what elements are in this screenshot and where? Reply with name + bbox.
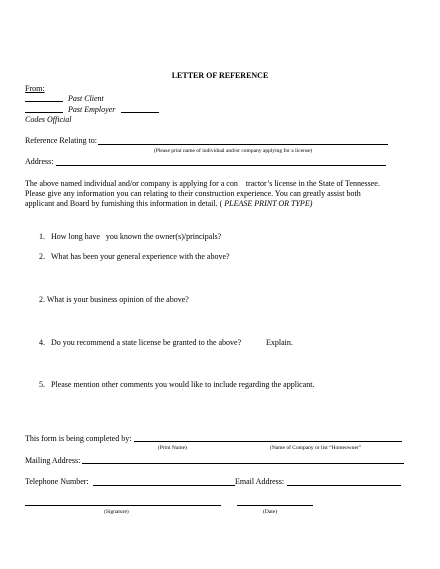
question-3: 2. What is your business opinion of the above? [39, 295, 189, 304]
past-employer-blank-left[interactable] [25, 112, 63, 113]
date-field[interactable] [237, 505, 313, 506]
question-5: 5. Please mention other comments you would like to include regarding the applicant. [39, 380, 315, 389]
from-label: From: [25, 84, 45, 93]
past-employer-blank-right[interactable] [121, 112, 159, 113]
mailing-address-field[interactable] [82, 463, 404, 464]
intro-line-3-text: applicant and Board by furnishing this information in detail. ( [25, 199, 223, 208]
email-field[interactable] [287, 485, 401, 486]
signature-field[interactable] [25, 505, 221, 506]
intro-line-1: The above named individual and/or company is applying for a con tractor’s license in the State of Tennessee. [25, 179, 380, 188]
past-client-label: Past Client [68, 94, 104, 103]
date-hint: (Date) [263, 509, 278, 515]
mailing-address-label: Mailing Address: [25, 456, 81, 465]
question-2: 2. What has been your general experience with the above? [39, 252, 230, 261]
reference-relating-field[interactable] [98, 144, 388, 145]
past-employer-label: Past Employer [68, 105, 116, 114]
signature-hint: (Signature) [104, 509, 129, 515]
print-name-hint: (Print Name) [158, 445, 187, 451]
address-field[interactable] [56, 165, 386, 166]
telephone-field[interactable] [93, 485, 235, 486]
question-1: 1. How long have you known the owner(s)/principals? [39, 232, 222, 241]
codes-official-label: Codes Official [25, 115, 72, 124]
reference-relating-label: Reference Relating to: [25, 136, 97, 145]
print-or-type-emphasis: PLEASE PRINT OR TYPE) [224, 199, 313, 208]
email-label: Email Address: [235, 477, 285, 486]
completed-by-field[interactable] [134, 441, 402, 442]
telephone-label: Telephone Number: [25, 477, 89, 486]
document-title: LETTER OF REFERENCE [171, 71, 269, 80]
intro-line-2: Please give any information you can relating to their construction experience. You can greatly assist both [25, 189, 361, 198]
reference-hint: (Please print name of individual and/or company applying for a license) [154, 148, 313, 154]
explain-label: Explain. [266, 338, 293, 347]
address-label: Address: [25, 157, 54, 166]
company-hint: (Name of Company or list “Homeowner” [270, 445, 362, 451]
question-4: 4. Do you recommend a state license be granted to the above? [39, 338, 242, 347]
intro-line-3 [25, 200, 312, 208]
completed-by-label: This form is being completed by: [25, 434, 132, 443]
past-client-checkbox-line[interactable] [25, 101, 63, 102]
